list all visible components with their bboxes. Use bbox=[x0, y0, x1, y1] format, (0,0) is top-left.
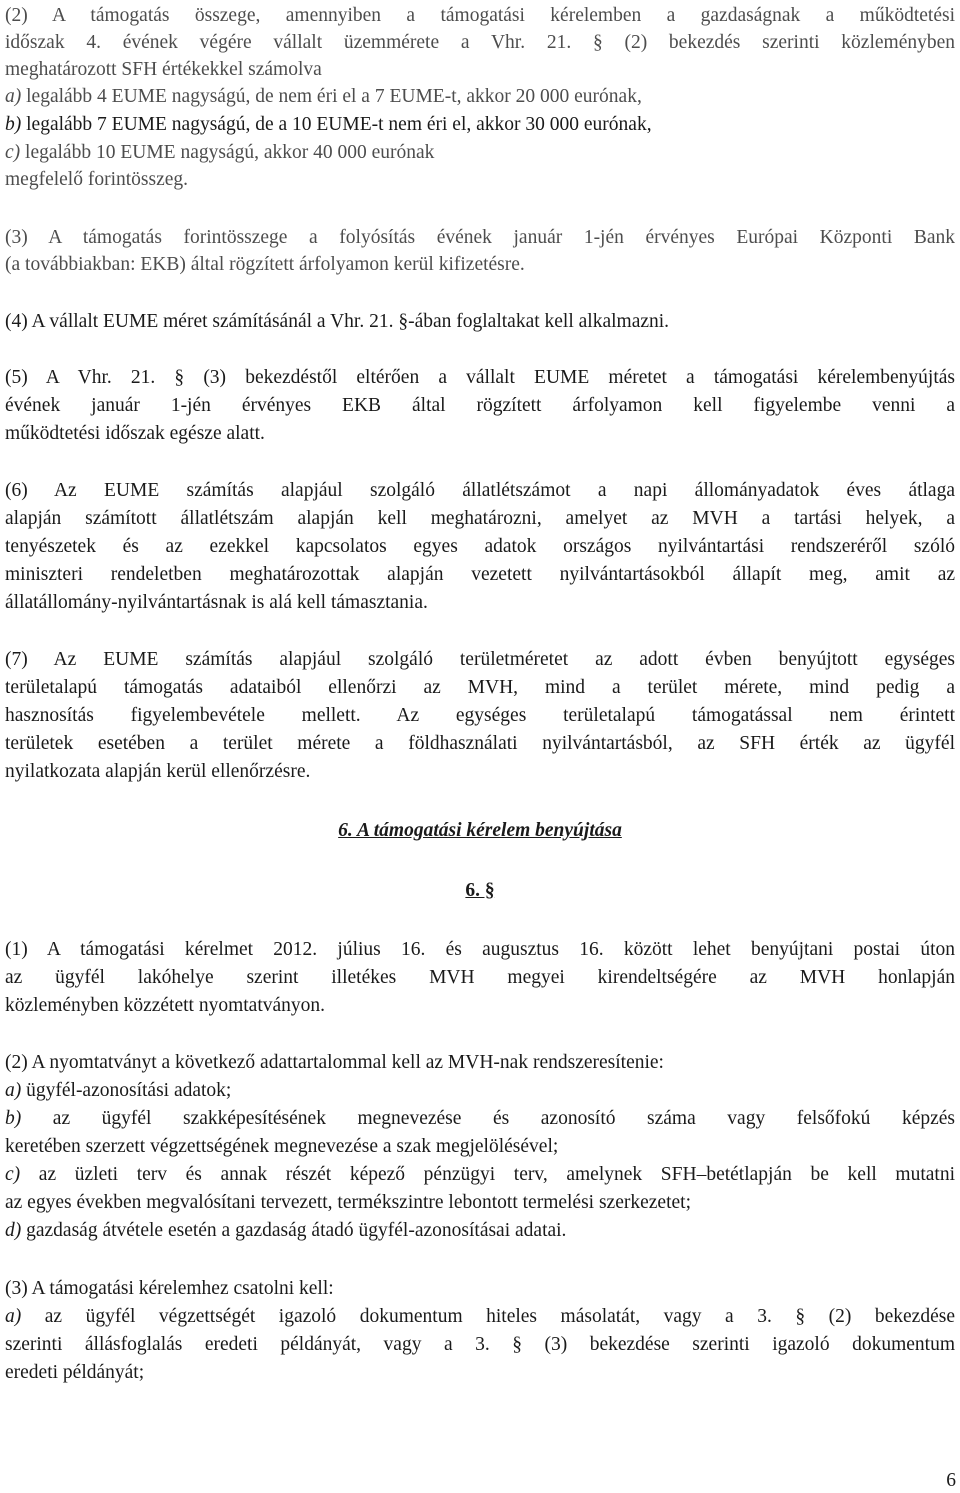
line-text: (3) A támogatás forintösszege a folyósítás évének január 1-jén érvényes Európai Központi Bank bbox=[5, 227, 955, 248]
line-text: (4) A vállalt EUME méret számításánál a Vhr. 21. §-ában foglaltakat kell alkalmazni. bbox=[5, 311, 670, 332]
text-line bbox=[5, 478, 955, 504]
text-line bbox=[5, 112, 652, 138]
text-line bbox=[5, 675, 955, 701]
line-text: nyilatkozata alapján kerül ellenőrzésre. bbox=[5, 761, 311, 782]
line-text: meghatározott SFH értékekkel számolva bbox=[5, 59, 322, 80]
line-text: miniszteri rendeletben meghatározottak alapján vezetett nyilvántartásokból állapít meg, amit az bbox=[5, 564, 955, 585]
text-line bbox=[5, 993, 325, 1019]
line-text: állatállomány-nyilvántartásnak is alá kell támasztania. bbox=[5, 592, 428, 613]
line-text: szerinti állásfoglalás eredeti példányát, vagy a 3. § (3) bekezdése szerinti igazoló dokumentum bbox=[5, 1334, 955, 1355]
line-text: keretében szerzett végzettségének megnevezése a szak megjelölésével; bbox=[5, 1136, 559, 1157]
line-text: tenyészetek és az ezekkel kapcsolatos egyes adatok országos nyilvántartási rendszeréről szóló bbox=[5, 536, 955, 557]
text-line bbox=[5, 252, 525, 278]
line-text: (a továbbiakban: EKB) által rögzített árfolyamon kerül kifizetésre. bbox=[5, 254, 525, 275]
list-marker: a) bbox=[5, 1080, 22, 1101]
text-line bbox=[5, 759, 310, 785]
list-marker: b) bbox=[5, 114, 22, 135]
text-line bbox=[5, 225, 955, 251]
line-text: területalapú támogatás adataiból ellenőrzi az MVH, mind a terület mérete, mind pedig a bbox=[5, 677, 955, 698]
list-marker: a) bbox=[5, 86, 22, 107]
text-line bbox=[5, 30, 955, 56]
text-line bbox=[5, 1078, 231, 1104]
list-marker: a) bbox=[5, 1306, 22, 1327]
text-line bbox=[5, 1360, 144, 1386]
text-line bbox=[5, 731, 955, 757]
text-line bbox=[5, 590, 428, 616]
text-line bbox=[5, 1332, 955, 1358]
text-line bbox=[5, 3, 955, 29]
text-line bbox=[5, 1276, 334, 1302]
text-line bbox=[5, 647, 955, 673]
text-line bbox=[5, 965, 955, 991]
line-text: területek esetében a terület mérete a földhasználati nyilvántartásból, az SFH érték az ügyfél bbox=[5, 733, 955, 754]
line-text: (2) A nyomtatványt a következő adattartalommal kell az MVH-nak rendszeresítenie: bbox=[5, 1052, 664, 1073]
text-line bbox=[5, 421, 265, 447]
list-marker: c) bbox=[5, 1164, 21, 1185]
line-text: közleményben közzétett nyomtatványon. bbox=[5, 995, 326, 1016]
text-line bbox=[5, 309, 669, 335]
list-marker: c) bbox=[5, 142, 21, 163]
text-line bbox=[5, 1106, 955, 1132]
line-text: az üzleti terv és annak részét képező pénzügyi terv, amelynek SFH–betétlapján be kell mutatni bbox=[20, 1164, 955, 1185]
text-line bbox=[5, 1050, 664, 1076]
list-marker: d) bbox=[5, 1220, 22, 1241]
line-text: legalább 10 EUME nagyságú, akkor 40 000 eurónak bbox=[20, 142, 435, 163]
line-text: ügyfél-azonosítási adatok; bbox=[21, 1080, 232, 1101]
line-text: időszak 4. évének végére vállalt üzemmérete a Vhr. 21. § (2) bekezdés szerinti közleményben bbox=[5, 32, 955, 53]
text-line bbox=[5, 534, 955, 560]
text-line bbox=[5, 1304, 955, 1330]
text-line bbox=[5, 506, 955, 532]
text-line bbox=[5, 1162, 955, 1188]
line-text: (3) A támogatási kérelemhez csatolni kell: bbox=[5, 1278, 334, 1299]
line-text: (5) A Vhr. 21. § (3) bekezdéstől eltérően a vállalt EUME méretet a támogatási kérelembenyújtás bbox=[5, 367, 955, 388]
line-text: az ügyfél végzettségét igazoló dokumentum hiteles másolatát, vagy a 3. § (2) bekezdése bbox=[21, 1306, 955, 1327]
text-line bbox=[5, 562, 955, 588]
text-line bbox=[5, 393, 955, 419]
section-heading: 6. A támogatási kérelem benyújtása bbox=[338, 820, 622, 841]
line-text: eredeti példányát; bbox=[5, 1362, 145, 1383]
line-text: az ügyfél lakóhelye szerint illetékes MVH megyei kirendeltségére az MVH honlapján bbox=[5, 967, 955, 988]
text-line bbox=[5, 937, 955, 963]
line-text: legalább 7 EUME nagyságú, de a 10 EUME-t nem éri el, akkor 30 000 eurónak, bbox=[21, 114, 652, 135]
line-text: (6) Az EUME számítás alapjául szolgáló állatlétszámot a napi állományadatok éves átlaga bbox=[5, 480, 955, 501]
text-line bbox=[5, 1190, 691, 1216]
line-text: gazdaság átvétele esetén a gazdaság átadó ügyfél-azonosításai adatai. bbox=[21, 1220, 567, 1241]
line-text: (2) A támogatás összege, amennyiben a támogatási kérelemben a gazdaságnak a működtetési bbox=[5, 5, 955, 26]
line-text: (7) Az EUME számítás alapjául szolgáló területméretet az adott évben benyújtott egységes bbox=[5, 649, 955, 670]
line-text: alapján számított állatlétszám alapján kell meghatározni, amelyet az MVH a tartási helyek, a bbox=[5, 508, 955, 529]
line-text: megfelelő forintösszeg. bbox=[5, 169, 189, 190]
line-text: az egyes években megvalósítani tervezett, termékszintre lebontott termelési szerkezetet; bbox=[5, 1192, 691, 1213]
line-text: az ügyfél szakképesítésének megnevezése és azonosító száma vagy felsőfokú képzés bbox=[21, 1108, 955, 1129]
text-line bbox=[5, 140, 434, 166]
page-number: 6 bbox=[946, 1470, 956, 1491]
text-line bbox=[5, 1218, 566, 1244]
line-text: legalább 4 EUME nagyságú, de nem éri el a 7 EUME-t, akkor 20 000 eurónak, bbox=[21, 86, 642, 107]
line-text: hasznosítás figyelembevétele mellett. Az egységes területalapú támogatással nem érintett bbox=[5, 705, 955, 726]
paragraph-number: 6. § bbox=[465, 880, 495, 901]
text-line bbox=[5, 365, 955, 391]
text-line bbox=[5, 167, 188, 193]
text-line bbox=[5, 703, 955, 729]
list-marker: b) bbox=[5, 1108, 22, 1129]
line-text: (1) A támogatási kérelmet 2012. július 16. és augusztus 16. között lehet benyújtani postai úton bbox=[5, 939, 955, 960]
line-text: működtetési időszak egésze alatt. bbox=[5, 423, 265, 444]
line-text: évének január 1-jén érvényes EKB által rögzített árfolyamon kell figyelembe venni a bbox=[5, 395, 955, 416]
text-line bbox=[5, 57, 322, 83]
text-line bbox=[5, 84, 642, 110]
text-line bbox=[5, 1134, 558, 1160]
